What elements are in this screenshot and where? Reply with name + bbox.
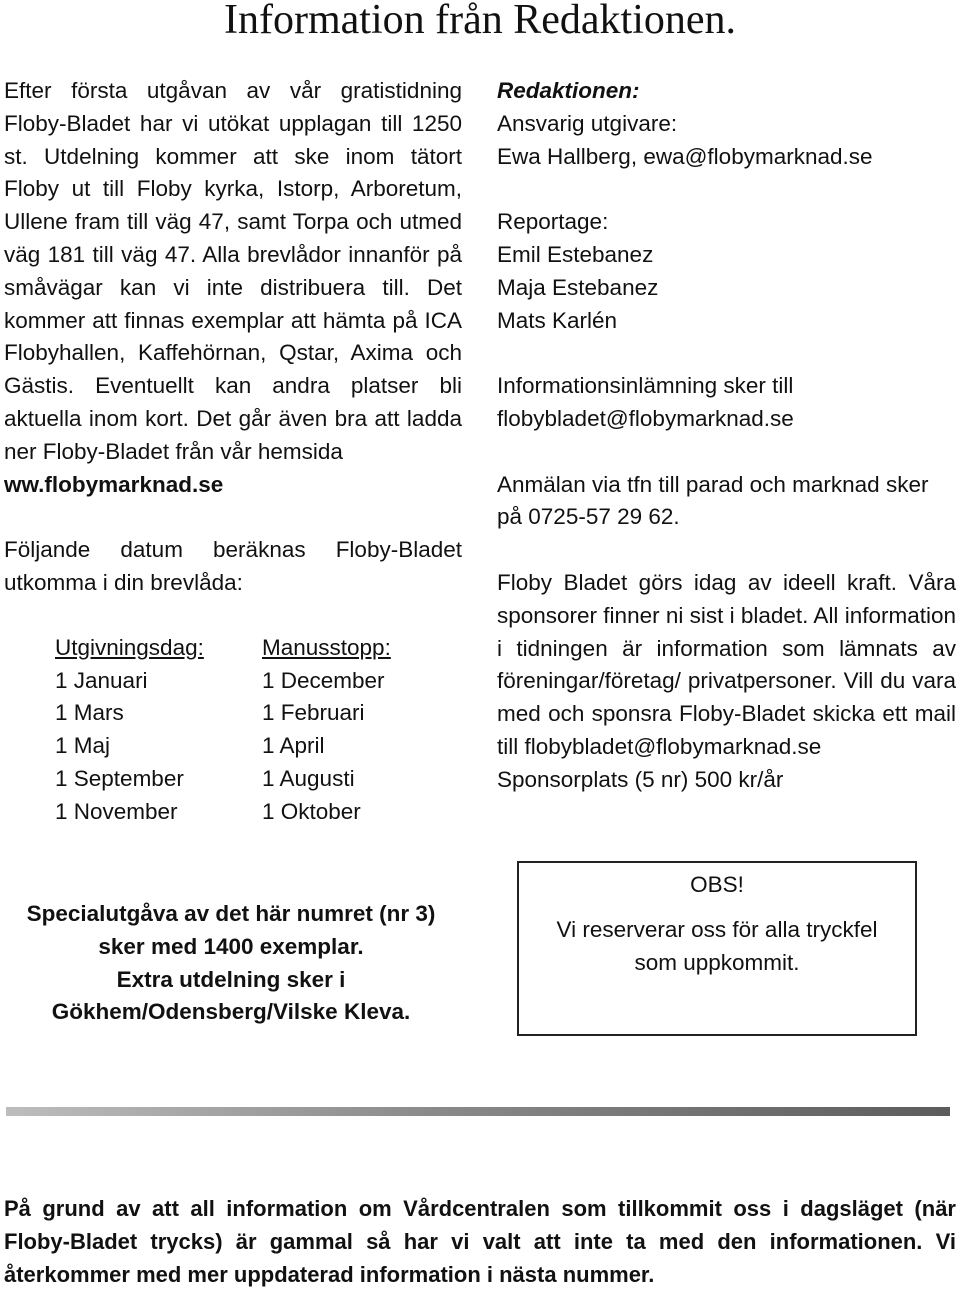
intro-paragraph: Efter första utgåvan av vår gratistidning Floby-Bladet har vi utökat upplagan till 1250 st. Utdelning kommer att ske inom tätort Floby ut till Floby kyrka, Istorp, Arboretum, Ullene fram till väg 47, samt Torpa och utmed väg 181 till väg 47. Alla brevlådor innanför på småvägar kan vi inte distribuera till. Det kommer att finnas exemplar att hämta på ICA Flobyhallen, Kaffehörnan, Qstar, Axima och Gästis. Eventuellt kan andra platser bli aktuella inom kort. Det går även bra att ladda ner Floby-Bladet från vår hemsida [4,78,462,464]
schedule-row [55,665,391,698]
page-title: Information från Redaktionen. [224,0,736,43]
deadline-date: 1 Oktober [262,798,361,824]
section-divider [6,1107,950,1116]
schedule-header-row [55,632,391,665]
info-submission-email[interactable]: flobybladet@flobymarknad.se [497,405,794,431]
deadline-date: 1 April [262,733,325,759]
registration-text: Anmälan via tfn till parad och marknad sker på 0725-57 29 62. [497,471,929,530]
reporter-name: Mats Karlén [497,307,618,333]
right-column [497,75,956,797]
header-publication-day: Utgivningsdag: [55,634,204,660]
editorial-heading: Redaktionen: [497,78,640,103]
schedule-intro: Följande datum beräknas Floby-Bladet utkomma i din brevlåda: [4,537,462,595]
website-link[interactable]: ww.flobymarknad.se [4,471,224,497]
schedule-row [55,730,391,763]
reporter-name: Emil Estebanez [497,241,654,267]
schedule-row [55,796,391,829]
header-deadline: Manusstopp: [262,634,391,660]
obs-text: Vi reserverar oss för alla tryckfel som uppkommit. [556,916,878,975]
publication-date: 1 Januari [55,667,148,693]
publisher-label: Ansvarig utgivare: [497,110,678,136]
deadline-date: 1 Februari [262,700,365,726]
obs-title: OBS! [690,872,744,897]
special-edition-notice [0,898,462,1029]
special-line: Specialutgåva av det här numret (nr 3) [26,901,436,926]
deadline-date: 1 December [262,667,385,693]
reporter-name: Maja Estebanez [497,274,659,300]
publication-date: 1 November [55,798,178,824]
special-line: sker med 1400 exemplar. [98,933,364,959]
schedule-table [55,632,462,829]
bottom-notice: På grund av att all information om Vårdcentralen som tillkommit oss i dagsläget (när Floby-Bladet trycks) är gammal så har vi valt att inte ta med den informationen. Vi återkommer med mer uppdaterad information i nästa nummer. [4,1196,956,1287]
sponsor-text: Floby Bladet görs idag av ideell kraft. Våra sponsorer finner ni sist i bladet. All information i tidningen är information som lämnats av föreningar/företag/ privatpersoner. Vill du vara med och sponsra Floby-Bladet skicka ett mail till flobybladet@flobymarknad.se [497,569,956,759]
special-line: Gökhem/Odensberg/Vilske Kleva. [51,999,411,1025]
sponsor-price: Sponsorplats (5 nr) 500 kr/år [497,766,784,792]
special-line: Extra utdelning sker i [116,966,346,992]
publication-date: 1 Mars [55,700,124,726]
publisher-contact: Ewa Hallberg, ewa@flobymarknad.se [497,143,873,169]
schedule-row [55,697,391,730]
left-column [4,75,462,829]
schedule-row [55,763,391,796]
reportage-label: Reportage: [497,209,609,235]
publication-date: 1 Maj [55,733,111,759]
info-submission-text: Informationsinlämning sker till [497,373,794,399]
obs-notice-box [517,861,917,1036]
publication-date: 1 September [55,765,184,791]
deadline-date: 1 Augusti [262,765,355,791]
